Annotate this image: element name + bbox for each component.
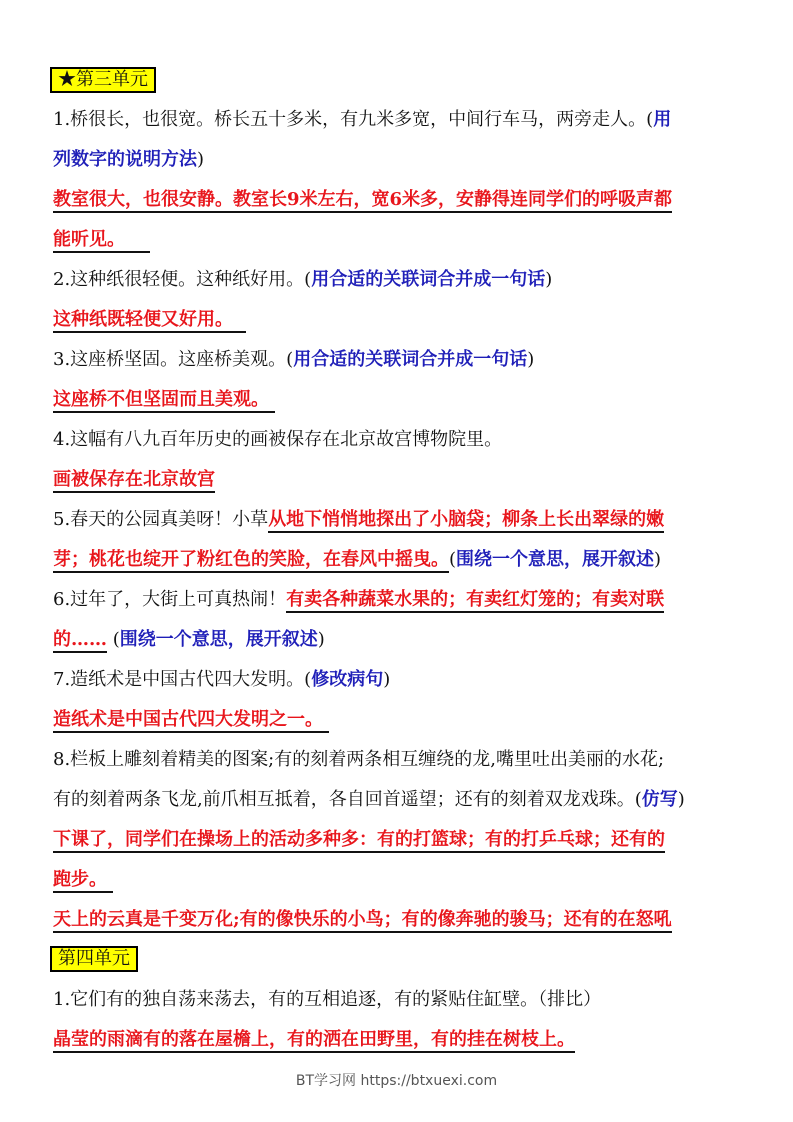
q1-line2 — [53, 148, 204, 172]
q5-answer1: 从地下悄悄地探出了小脑袋；柳条上长出翠绿的嫩 — [268, 509, 664, 533]
a8b-line: 天上的云真是千变万化;有的像快乐的小鸟；有的像奔驰的骏马；还有的在怒吼 — [53, 908, 672, 932]
q2-line: 2.这种纸很轻便。这种纸好用。(用合适的关联词合并成一句话) — [53, 269, 553, 290]
q1-hint: 用 — [653, 109, 672, 130]
q8-hint: 仿写 — [641, 789, 678, 810]
q5-line2: 芽；桃花也绽开了粉红色的笑脸，在春风中摇曳。(围绕一个意思，展开叙述) — [53, 548, 661, 572]
q1-line — [53, 108, 671, 132]
a1-line1: 教室很大，也很安静。教室长9米左右，宽6米多，安静得连同学们的呼吸声都 — [53, 188, 672, 212]
q5-hint: 围绕一个意思，展开叙述 — [456, 549, 655, 570]
q1-close: ) — [197, 149, 205, 170]
a2-line: 这种纸既轻便又好用。 — [53, 308, 246, 332]
q3-hint: 用合适的关联词合并成一句话 — [293, 349, 528, 370]
q6-line2: 的…… (围绕一个意思，展开叙述) — [53, 628, 325, 652]
q1-hint2: 列数字的说明方法 — [53, 149, 197, 170]
q1-text: 1.桥很长，也很宽。桥长五十多米，有九米多宽，中间行车马，两旁走人。( — [53, 109, 654, 130]
a3-line: 这座桥不但坚固而且美观。 — [53, 388, 275, 412]
a7-line: 造纸术是中国古代四大发明之一。 — [53, 708, 329, 732]
u4-q1-line: 1.它们有的独自荡来荡去，有的互相追逐，有的紧贴住缸壁。（排比） — [53, 989, 602, 1010]
q5-line1: 5.春天的公园真美呀！小草从地下悄悄地探出了小脑袋；柳条上长出翠绿的嫩 — [53, 508, 664, 532]
q2-hint: 用合适的关联词合并成一句话 — [311, 269, 546, 290]
q5-answer2: 芽；桃花也绽开了粉红色的笑脸，在春风中摇曳。 — [53, 549, 449, 573]
unit3-title: ★第三单元 — [50, 67, 156, 93]
q8-line2: 有的刻着两条飞龙,前爪相互抵着，各自回首遥望；还有的刻着双龙戏珠。(仿写) — [53, 789, 685, 810]
footer-watermark: BT学习网 https://btxuexi.com — [295, 1073, 498, 1089]
q6-answer1: 有卖各种蔬菜水果的；有卖红灯笼的；有卖对联 — [286, 589, 664, 613]
q6-line1: 6.过年了，大街上可真热闹！有卖各种蔬菜水果的；有卖红灯笼的；有卖对联 — [53, 588, 664, 612]
q7-hint: 修改病句 — [311, 669, 384, 690]
q7-line: 7.造纸术是中国古代四大发明。(修改病句) — [53, 669, 391, 690]
q6-answer2: 的…… — [53, 629, 107, 653]
a4-line: 画被保存在北京故宫 — [53, 468, 215, 492]
unit4-title: 第四单元 — [50, 946, 138, 972]
a1-line2: 能听见。 — [53, 228, 150, 252]
q3-line: 3.这座桥坚固。这座桥美观。(用合适的关联词合并成一句话) — [53, 349, 535, 370]
q8-line1: 8.栏板上雕刻着精美的图案;有的刻着两条相互缠绕的龙,嘴里吐出美丽的水花; — [53, 749, 665, 770]
q4-line: 4.这幅有八九百年历史的画被保存在北京故宫博物院里。 — [53, 429, 503, 450]
a8-line1: 下课了，同学们在操场上的活动多种多：有的打篮球；有的打乒乓球；还有的 — [53, 828, 665, 852]
q6-hint: 围绕一个意思，展开叙述 — [119, 629, 318, 650]
u4-a1-line: 晶莹的雨滴有的落在屋檐上，有的洒在田野里，有的挂在树枝上。 — [53, 1028, 575, 1052]
a8-line2: 跑步。 — [53, 868, 113, 892]
